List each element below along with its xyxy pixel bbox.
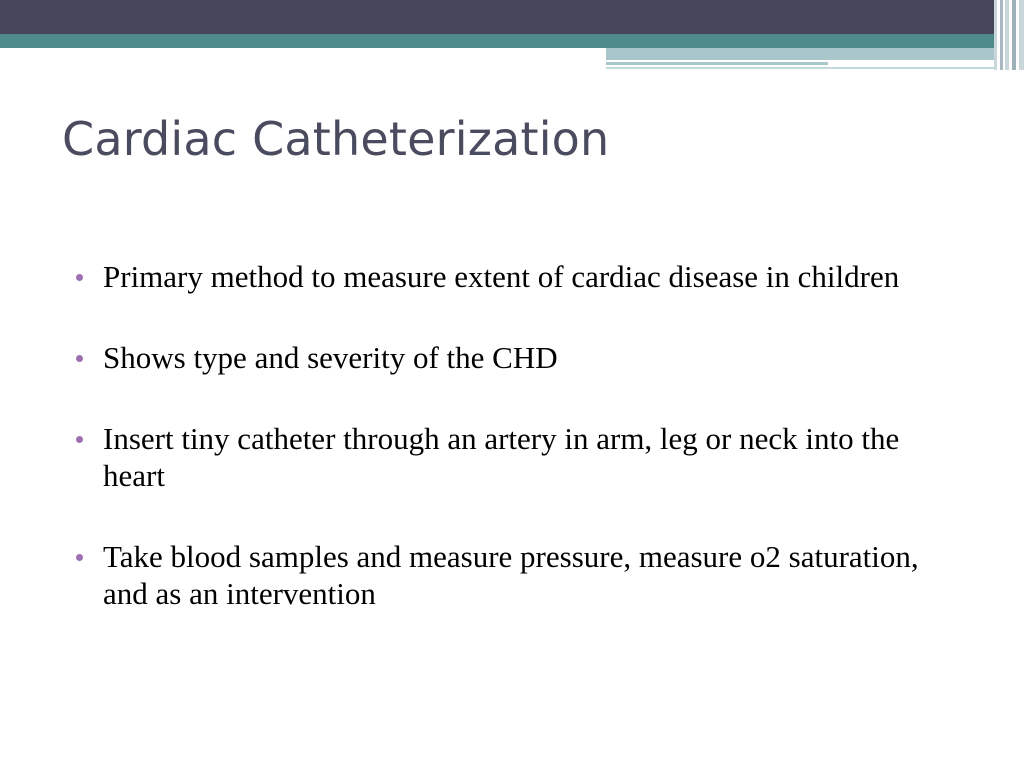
corner-stripes-decoration [994,0,1024,70]
header-band-teal [0,34,1024,48]
header-accent-line-thin [606,67,1024,69]
bullet-dot-icon [76,274,83,281]
bullet-text: Take blood samples and measure pressure, measure o2 saturation, and as an intervention [103,539,919,611]
bullet-text: Insert tiny catheter through an artery in arm, leg or neck into the heart [103,421,900,493]
header-band-light [606,48,1024,60]
bullet-item [76,538,966,612]
header-band-dark [0,0,1024,34]
bullet-item [76,420,966,494]
slide-title: Cardiac Catheterization [62,112,610,166]
bullet-text: Shows type and severity of the CHD [103,340,558,375]
bullet-item [76,258,966,295]
bullet-dot-icon [76,554,83,561]
bullet-dot-icon [76,436,83,443]
bullet-item [76,339,966,376]
bullet-text: Primary method to measure extent of cardiac disease in children [103,259,900,294]
header-accent-line [606,62,828,65]
bullet-list [76,258,966,656]
bullet-dot-icon [76,355,83,362]
